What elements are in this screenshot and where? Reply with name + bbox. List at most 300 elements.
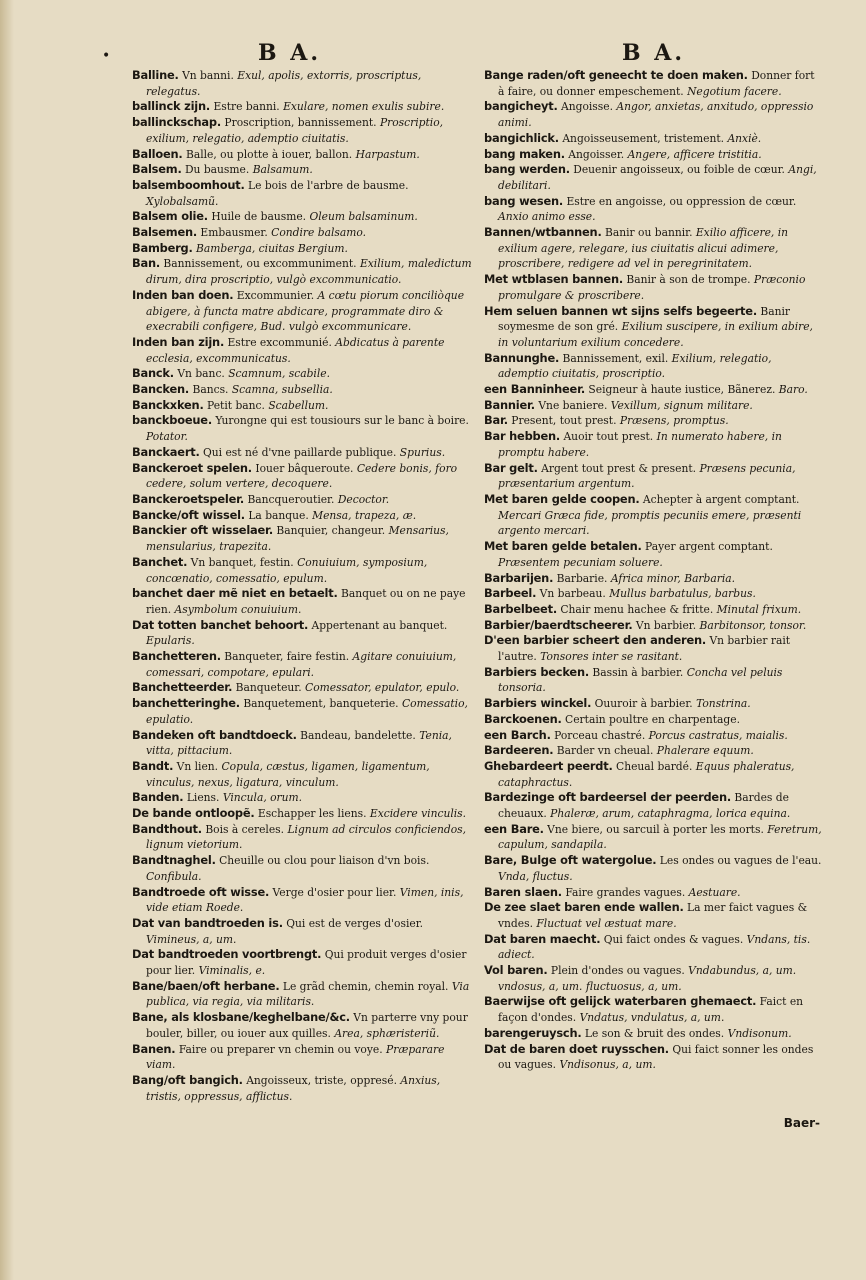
- entry-french: Seigneur à haute iustice, Bãnerez.: [588, 383, 776, 397]
- dictionary-entry: [484, 728, 824, 744]
- entry-latin: Aestuare.: [688, 885, 741, 899]
- entry-french: Qui est né d'vne paillarde publique.: [203, 445, 397, 459]
- dictionary-entry: [484, 413, 824, 429]
- dictionary-entry: [484, 162, 824, 193]
- entry-latin: Feretrum, capulum, sandapila.: [498, 822, 822, 852]
- entry-latin: Præsens pecunia, præsentarium argentum.: [498, 461, 796, 491]
- dictionary-entry: [484, 853, 824, 884]
- entry-french: Banir à son de trompe.: [626, 273, 751, 287]
- dictionary-entry: [484, 461, 824, 492]
- entry-french: Vn banc.: [177, 367, 225, 381]
- dictionary-entry: [484, 932, 824, 963]
- entry-latin: Oleum balsaminum.: [309, 210, 418, 224]
- entry-french: Balle, ou plotte à iouer, ballon.: [185, 147, 353, 161]
- entry-headword: Bang/oft bangich.: [132, 1073, 243, 1087]
- entry-french: Bois à cereles.: [205, 822, 285, 836]
- entry-headword: Bannier.: [484, 397, 535, 412]
- entry-headword: Barbarijen.: [484, 570, 554, 585]
- entry-french: Vn parterre vny pour bouler, biller, ou iouer aux quilles.: [146, 1011, 468, 1040]
- entry-headword: Bare, Bulge oft watergolue.: [484, 853, 657, 868]
- entry-french: Ouuroir à barbier.: [594, 697, 693, 711]
- entry-french: Qui produit verges d'osier pour lier.: [146, 948, 467, 978]
- dictionary-entry: [132, 853, 476, 884]
- entry-headword: Banchetteerder.: [132, 680, 233, 695]
- dictionary-entry: [132, 1042, 476, 1073]
- entry-latin: Africa minor, Barbaria.: [610, 571, 736, 585]
- entry-french: Iouer bâqueroute.: [255, 461, 354, 475]
- entry-french: Qui faict sonner les ondes ou vagues.: [498, 1042, 814, 1072]
- dictionary-entry: [484, 99, 824, 130]
- entry-latin: Mercari Græca fide, promptis pecuniis emere, præsenti argento mercari.: [498, 508, 802, 538]
- entry-french: Vn banquet, festin.: [190, 555, 294, 569]
- entry-headword: Balline.: [132, 68, 179, 82]
- entry-french: Liens.: [186, 791, 220, 805]
- entry-headword: Balsemen.: [132, 225, 198, 240]
- entry-latin: Anxio animo esse.: [498, 210, 596, 224]
- entry-latin: Phalerare equum.: [656, 744, 754, 758]
- entry-headword: Banden.: [132, 790, 184, 805]
- entry-french: Vn barbier.: [635, 618, 697, 632]
- entry-latin: Cedere bonis, foro cedere, solum vertere, decoquere.: [146, 461, 458, 491]
- entry-headword: Dat bandtroeden voortbrengt.: [132, 947, 322, 962]
- entry-headword: Banchetteren.: [132, 649, 221, 664]
- dictionary-entry: [132, 209, 476, 225]
- entry-headword: Banckeroetspeler.: [132, 491, 245, 506]
- entry-french: Angoisseux, triste, oppresé.: [246, 1074, 397, 1087]
- entry-latin: Mensa, trapeza, æ.: [312, 508, 417, 522]
- entry-latin: Confibula.: [146, 869, 202, 883]
- entry-headword: bang wesen.: [484, 193, 564, 208]
- dictionary-entry: [484, 633, 824, 664]
- entry-latin: Scamnum, scabile.: [228, 367, 330, 381]
- entry-latin: Porcus castratus, maialis.: [648, 728, 788, 742]
- entry-latin: Angi, debilitari.: [498, 163, 817, 192]
- entry-latin: Vimen, inis, vide etiam Roede.: [146, 885, 464, 915]
- dictionary-entry: [132, 99, 476, 115]
- entry-headword: banchetteringhe.: [132, 696, 240, 711]
- entry-headword: Bancken.: [132, 382, 190, 397]
- entry-french: Vn banni.: [182, 69, 234, 82]
- entry-french: Vn lien.: [176, 759, 219, 773]
- dictionary-entry: [132, 382, 476, 398]
- entry-french: Verge d'osier pour lier.: [272, 885, 397, 899]
- entry-latin: Equus phaleratus, cataphractus.: [498, 759, 795, 789]
- dictionary-entry: [132, 413, 476, 444]
- entry-french: Bardes de cheuaux.: [498, 791, 789, 821]
- entry-latin: Balsamum.: [252, 163, 313, 177]
- entry-headword: Bardezinge oft bardeersel der peerden.: [484, 790, 731, 805]
- entry-french: Banquet ou on ne paye rien.: [146, 587, 466, 616]
- entry-latin: Exul, apolis, extorris, proscriptus, relegatus.: [146, 69, 422, 98]
- entry-headword: Barbelbeet.: [484, 601, 557, 616]
- entry-latin: Vndisonus, a, um.: [559, 1058, 656, 1072]
- dictionary-entry: [132, 241, 476, 257]
- entry-latin: Præparare viam.: [146, 1042, 445, 1072]
- entry-latin: Tonstrina.: [696, 697, 751, 711]
- entry-french: Le bois de l'arbre de bausme.: [248, 178, 409, 192]
- entry-headword: Banckaert.: [132, 444, 200, 459]
- entry-french: Present, tout prest.: [511, 414, 617, 428]
- entry-headword: ballinck zijn.: [132, 99, 211, 114]
- entry-headword: Baerwijse oft gelijck waterbaren ghemaect.: [484, 994, 757, 1009]
- entry-headword: Banchet.: [132, 554, 188, 569]
- dictionary-entry: [132, 555, 476, 586]
- entry-latin: Comessatio, epulatio.: [146, 697, 468, 726]
- entry-headword: Bancke/oft wissel.: [132, 507, 245, 522]
- entry-french: Estre en angoisse, ou oppression de cœur.: [566, 194, 797, 208]
- entry-french: Estre banni.: [213, 100, 280, 114]
- dictionary-entry: [484, 1026, 824, 1042]
- entry-latin: Mensarius, mensularius, trapezita.: [146, 524, 449, 554]
- dictionary-entry: [132, 728, 476, 759]
- dictionary-entry: [132, 979, 476, 1010]
- dictionary-entry: [132, 1073, 476, 1104]
- entry-french: Banqueteur.: [235, 681, 302, 695]
- entry-french: Payer argent comptant.: [645, 540, 773, 554]
- dictionary-entry: [132, 586, 476, 617]
- entry-french: La mer faict vagues & vndes.: [498, 901, 808, 930]
- entry-french: Angoisseusement, tristement.: [562, 131, 725, 145]
- dictionary-entry: [484, 539, 824, 570]
- entry-latin: Bamberga, ciuitas Bergium.: [196, 241, 348, 255]
- dictionary-entry: [484, 194, 824, 225]
- entry-latin: Spurius.: [399, 445, 446, 459]
- entry-latin: A cœtu piorum conciliòque abigere, à functa matre abdicare, programmate diro & execrabili configere, Bud. vulgò excommunicare.: [146, 288, 465, 334]
- entry-headword: Bandt.: [132, 758, 174, 773]
- dictionary-entry: [484, 618, 824, 634]
- entry-latin: Decoctor.: [337, 492, 390, 506]
- entry-latin: Fluctuat vel æstuat mare.: [536, 916, 677, 930]
- dictionary-entry: [132, 618, 476, 649]
- entry-headword: Bane, als klosbane/keghelbane/&c.: [132, 1010, 350, 1025]
- dictionary-entry: [484, 1042, 824, 1073]
- entry-headword: Met baren gelde coopen.: [484, 491, 640, 506]
- entry-french: Du bausme.: [184, 163, 250, 177]
- dictionary-entry: [132, 790, 476, 806]
- entry-latin: Agitare conuiuium, comessari, compotare, epulari.: [146, 650, 457, 679]
- entry-french: Cheual bardé.: [616, 759, 693, 773]
- dictionary-entry: [132, 178, 476, 209]
- left-column: [132, 68, 476, 1104]
- entry-latin: Phaleræ, arum, cataphragma, lorica equina.: [550, 807, 791, 821]
- entry-latin: Comessator, epulator, epulo.: [305, 681, 460, 695]
- entry-french: Vn barbier rait l'autre.: [498, 634, 791, 664]
- entry-latin: Asymbolum conuiuium.: [174, 602, 302, 616]
- entry-latin: Viminalis, e.: [198, 964, 266, 978]
- dictionary-entry: [132, 398, 476, 414]
- entry-headword: bangicheyt.: [484, 99, 558, 114]
- entry-latin: Exilium, relegatio, ademptio ciuitatis, proscriptio.: [498, 351, 772, 381]
- entry-latin: Vndabundus, a, um. vndosus, a, um. fluctuosus, a, um.: [498, 964, 797, 993]
- entry-french: Faire grandes vagues.: [565, 885, 686, 899]
- dictionary-entry: [132, 759, 476, 790]
- entry-headword: bang werden.: [484, 162, 570, 177]
- entry-headword: Bar.: [484, 413, 508, 428]
- entry-french: Appertenant au banquet.: [311, 618, 448, 632]
- entry-headword: Bar gelt.: [484, 460, 538, 475]
- entry-headword: Banckier oft wisselaer.: [132, 523, 273, 538]
- entry-headword: Baren slaen.: [484, 884, 562, 899]
- dictionary-entry: [484, 429, 824, 460]
- dictionary-entry: [132, 366, 476, 382]
- entry-french: Barbarie.: [556, 571, 608, 585]
- dictionary-entry: [484, 602, 824, 618]
- dictionary-entry: [132, 335, 476, 366]
- entry-french: Faict en façon d'ondes.: [498, 995, 804, 1025]
- dictionary-entry: [132, 885, 476, 916]
- entry-latin: Xylobalsamũ.: [146, 194, 219, 208]
- dictionary-entry: [132, 947, 476, 978]
- entry-french: Banir ou bannir.: [604, 226, 693, 240]
- entry-french: Banquetement, banqueterie.: [243, 697, 399, 711]
- entry-latin: Scamna, subsellia.: [231, 383, 333, 397]
- entry-latin: Exilium, maledictum dirum, dira proscriptio, vulgò excommunicatio.: [146, 257, 472, 287]
- entry-french: Bannissement, exil.: [562, 351, 669, 365]
- entry-headword: Bardeeren.: [484, 743, 554, 758]
- entry-latin: Exilio afficere, in exilium agere, relegare, ius ciuitatis alicui adimere, proscribere, redigere ad vel in peregrinitatem.: [498, 226, 788, 271]
- entry-headword: Bandeken oft bandtdoeck.: [132, 727, 297, 742]
- entry-headword: Dat baren maecht.: [484, 931, 601, 946]
- dictionary-entry: [484, 351, 824, 382]
- entry-headword: Bar hebben.: [484, 429, 561, 444]
- dictionary-entry: [484, 304, 824, 351]
- entry-headword: Vol baren.: [484, 963, 548, 978]
- entry-latin: Vimineus, a, um.: [146, 932, 237, 946]
- entry-french: Embausmer.: [200, 226, 268, 240]
- dictionary-entry: [132, 696, 476, 727]
- entry-french: Argent tout prest & present.: [541, 461, 697, 475]
- entry-headword: Bane/baen/oft herbane.: [132, 978, 280, 993]
- entry-latin: Præsentem pecuniam soluere.: [498, 555, 663, 569]
- entry-headword: Barbier/baerdtscheerer.: [484, 617, 633, 632]
- entry-headword: een Bare.: [484, 821, 544, 836]
- entry-latin: Potator.: [146, 430, 188, 444]
- entry-french: Plein d'ondes ou vagues.: [550, 964, 685, 978]
- entry-latin: Concha vel peluis tonsoria.: [498, 665, 783, 695]
- dictionary-entry: [484, 994, 824, 1025]
- dictionary-entry: [484, 759, 824, 790]
- dictionary-entry: [484, 790, 824, 821]
- dictionary-entry: [484, 382, 824, 398]
- entry-latin: Minutal frixum.: [716, 602, 802, 616]
- entry-french: Faire ou preparer vn chemin ou voye.: [178, 1042, 383, 1056]
- entry-latin: Præsens, promptus.: [619, 414, 729, 428]
- entry-french: Banqueter, faire festin.: [224, 650, 350, 664]
- entry-headword: Bandtnaghel.: [132, 853, 216, 868]
- dictionary-entry: [132, 508, 476, 524]
- running-header-left: B A.: [258, 40, 321, 66]
- entry-latin: Vexillum, signum militare.: [610, 398, 753, 412]
- entry-latin: Via publica, via regia, via militaris.: [146, 979, 470, 1009]
- entry-latin: Tonsores inter se rasitant.: [540, 650, 683, 664]
- entry-latin: Conuiuium, symposium, concœnatio, comessatio, epulum.: [146, 555, 428, 585]
- entry-headword: balsemboomhout.: [132, 177, 245, 192]
- entry-headword: Bandtroede oft wisse.: [132, 884, 270, 899]
- entry-french: Qui faict ondes & vagues.: [603, 932, 744, 946]
- entry-headword: barengeruysch.: [484, 1025, 582, 1040]
- entry-latin: Epularis.: [146, 634, 195, 648]
- entry-latin: Copula, cæstus, ligamen, ligamentum, vinculus, nexus, ligatura, vinculum.: [146, 759, 430, 789]
- entry-french: Bannissement, ou excommuniment.: [163, 257, 357, 271]
- dictionary-entry: [484, 398, 824, 414]
- entry-headword: De zee slaet baren ende wallen.: [484, 900, 684, 915]
- entry-french: Vne biere, ou sarcuil à porter les morts.: [547, 822, 764, 836]
- entry-headword: Bandthout.: [132, 821, 202, 836]
- dictionary-entry: [484, 68, 824, 99]
- entry-headword: Bange raden/oft geneecht te doen maken.: [484, 68, 748, 82]
- entry-headword: Inden ban zijn.: [132, 334, 225, 349]
- entry-latin: Vndatus, vndulatus, a, um.: [579, 1011, 725, 1025]
- entry-headword: Dat totten banchet behoort.: [132, 617, 309, 632]
- entry-latin: Excidere vinculis.: [369, 807, 467, 821]
- entry-latin: Vnda, fluctus.: [498, 869, 573, 883]
- dictionary-entry: [484, 665, 824, 696]
- entry-french: Yurongne qui est tousiours sur le banc à boire.: [215, 414, 469, 428]
- entry-french: Bancqueroutier.: [247, 492, 335, 506]
- entry-french: Deuenir angoisseux, ou foible de cœur.: [573, 163, 785, 177]
- entry-french: Excommunier.: [236, 288, 315, 302]
- entry-headword: Banck.: [132, 366, 174, 381]
- entry-french: Estre excommunié.: [227, 335, 332, 349]
- entry-latin: Area, sphæristeriũ.: [334, 1026, 440, 1040]
- entry-headword: Bannunghe.: [484, 350, 560, 365]
- entry-latin: Exulare, nomen exulis subire.: [283, 100, 445, 114]
- dictionary-entry: [132, 523, 476, 554]
- dictionary-entry: [132, 822, 476, 853]
- dictionary-entry: [132, 806, 476, 822]
- entry-french: Banir soymesme de son gré.: [498, 304, 791, 334]
- entry-french: Achepter à argent comptant.: [642, 492, 800, 506]
- dictionary-entry: [484, 272, 824, 303]
- entry-headword: Banckeroet spelen.: [132, 460, 252, 475]
- entry-french: Cheuille ou clou pour liaison d'vn bois.: [219, 854, 430, 868]
- entry-headword: Barckoenen.: [484, 711, 562, 726]
- entry-headword: Barbeel.: [484, 586, 537, 601]
- dictionary-entry: [132, 68, 476, 99]
- dictionary-entry: [132, 916, 476, 947]
- entry-french: La banque.: [248, 508, 309, 522]
- entry-french: Banquier, changeur.: [276, 524, 386, 538]
- entry-headword: De bande ontloopẽ.: [132, 806, 255, 821]
- entry-headword: Balloen.: [132, 146, 183, 161]
- dictionary-entry: [484, 743, 824, 759]
- entry-headword: Inden ban doen.: [132, 287, 234, 302]
- dictionary-entry: [484, 885, 824, 901]
- entry-headword: bangichlick.: [484, 130, 559, 145]
- entry-latin: Abdicatus à parente ecclesia, excommunicatus.: [146, 335, 445, 365]
- right-column: [484, 68, 824, 1073]
- entry-french: Auoir tout prest.: [563, 430, 654, 444]
- entry-french: Certain poultre en charpentage.: [565, 712, 740, 726]
- dictionary-entry: [484, 571, 824, 587]
- entry-french: Bandeau, bandelette.: [300, 728, 416, 742]
- entry-latin: Exilium suscipere, in exilium abire, in voluntarium exilium concedere.: [498, 320, 813, 349]
- entry-headword: Barbiers winckel.: [484, 696, 592, 711]
- entry-latin: Tenia, vitta, pittacium.: [146, 728, 452, 758]
- dictionary-entry: [132, 492, 476, 508]
- entry-latin: Anxius, tristis, oppressus, afflictus.: [146, 1074, 441, 1103]
- entry-latin: In numerato habere, in promptu habere.: [498, 430, 782, 459]
- entry-latin: Vincula, orum.: [222, 791, 303, 805]
- dictionary-entry: [132, 288, 476, 335]
- entry-latin: Præconio promulgare & proscribere.: [498, 273, 806, 302]
- entry-latin: Mullus barbatulus, barbus.: [609, 587, 756, 601]
- dictionary-entry: [484, 822, 824, 853]
- entry-headword: Dat de baren doet ruysschen.: [484, 1041, 669, 1056]
- catchword: Baer-: [783, 1116, 820, 1130]
- entry-headword: Ghebardeert peerdt.: [484, 758, 613, 773]
- dictionary-entry: [132, 162, 476, 178]
- dictionary-entry: [132, 445, 476, 461]
- entry-headword: Bamberg.: [132, 240, 193, 255]
- entry-latin: Anxiè.: [727, 131, 762, 145]
- dictionary-entry: [132, 147, 476, 163]
- entry-latin: Harpastum.: [355, 147, 420, 161]
- entry-latin: Angor, anxietas, anxitudo, oppressio animi.: [498, 100, 814, 130]
- entry-french: Qui est de verges d'osier.: [286, 916, 424, 930]
- entry-french: Barder vn cheual.: [556, 744, 654, 758]
- entry-french: Proscription, bannissement.: [224, 116, 377, 130]
- entry-latin: Baro.: [778, 383, 808, 397]
- entry-latin: Condire balsamo.: [271, 226, 366, 240]
- entry-french: Porceau chastré.: [554, 728, 646, 742]
- running-header-right: B A.: [622, 40, 685, 66]
- entry-latin: Vndisonum.: [727, 1026, 792, 1040]
- entry-latin: Barbitonsor, tonsor.: [699, 618, 807, 632]
- entry-french: Huile de bausme.: [211, 210, 307, 224]
- dictionary-entry: [132, 1010, 476, 1041]
- entry-french: Petit banc.: [207, 398, 265, 412]
- entry-french: Angoisser.: [568, 147, 625, 161]
- dictionary-entry: [484, 696, 824, 712]
- entry-headword: Banen.: [132, 1041, 176, 1056]
- entry-french: Vn barbeau.: [539, 587, 606, 601]
- dictionary-entry: [484, 712, 824, 728]
- entry-french: Les ondes ou vagues de l'eau.: [659, 854, 822, 868]
- entry-latin: Proscriptio, exilium, relegatio, ademptio ciuitatis.: [146, 116, 444, 145]
- entry-headword: Hem seluen bannen wt sijns selfs begeerte.: [484, 303, 757, 318]
- entry-headword: Met wtblasen bannen.: [484, 272, 623, 287]
- entry-french: Bancs.: [192, 383, 229, 397]
- dictionary-entry: [484, 492, 824, 539]
- dictionary-entry: [132, 680, 476, 696]
- entry-french: Le son & bruit des ondes.: [584, 1026, 725, 1040]
- entry-headword: een Banninheer.: [484, 382, 586, 397]
- dictionary-entry: [484, 586, 824, 602]
- entry-headword: D'een barbier scheert den anderen.: [484, 633, 707, 648]
- page-gutter-shadow: [0, 0, 14, 1280]
- entry-headword: een Barch.: [484, 727, 551, 742]
- entry-headword: Dat van bandtroeden is.: [132, 915, 283, 930]
- entry-french: Donner fort à faire, ou donner empeschement.: [498, 69, 815, 98]
- entry-french: Vne baniere.: [538, 398, 608, 412]
- entry-headword: ballinckschap.: [132, 115, 221, 130]
- entry-headword: Bannen/wtbannen.: [484, 225, 602, 240]
- entry-headword: banchet daer mẽ niet en betaelt.: [132, 586, 338, 601]
- entry-headword: Balsem olie.: [132, 209, 208, 224]
- dictionary-entry: [132, 461, 476, 492]
- entry-french: Le grãd chemin, chemin royal.: [282, 979, 449, 993]
- entry-french: Angoisse.: [561, 100, 613, 114]
- entry-french: Bassin à barbier.: [592, 665, 684, 679]
- dictionary-entry: [132, 649, 476, 680]
- dictionary-entry: [484, 147, 824, 163]
- dictionary-entry: [132, 225, 476, 241]
- dictionary-entry: [484, 900, 824, 931]
- entry-latin: Angere, afficere tristitia.: [627, 147, 762, 161]
- entry-headword: Barbiers becken.: [484, 664, 589, 679]
- entry-latin: Lignum ad circulos conficiendos, lignum vietorium.: [146, 822, 467, 852]
